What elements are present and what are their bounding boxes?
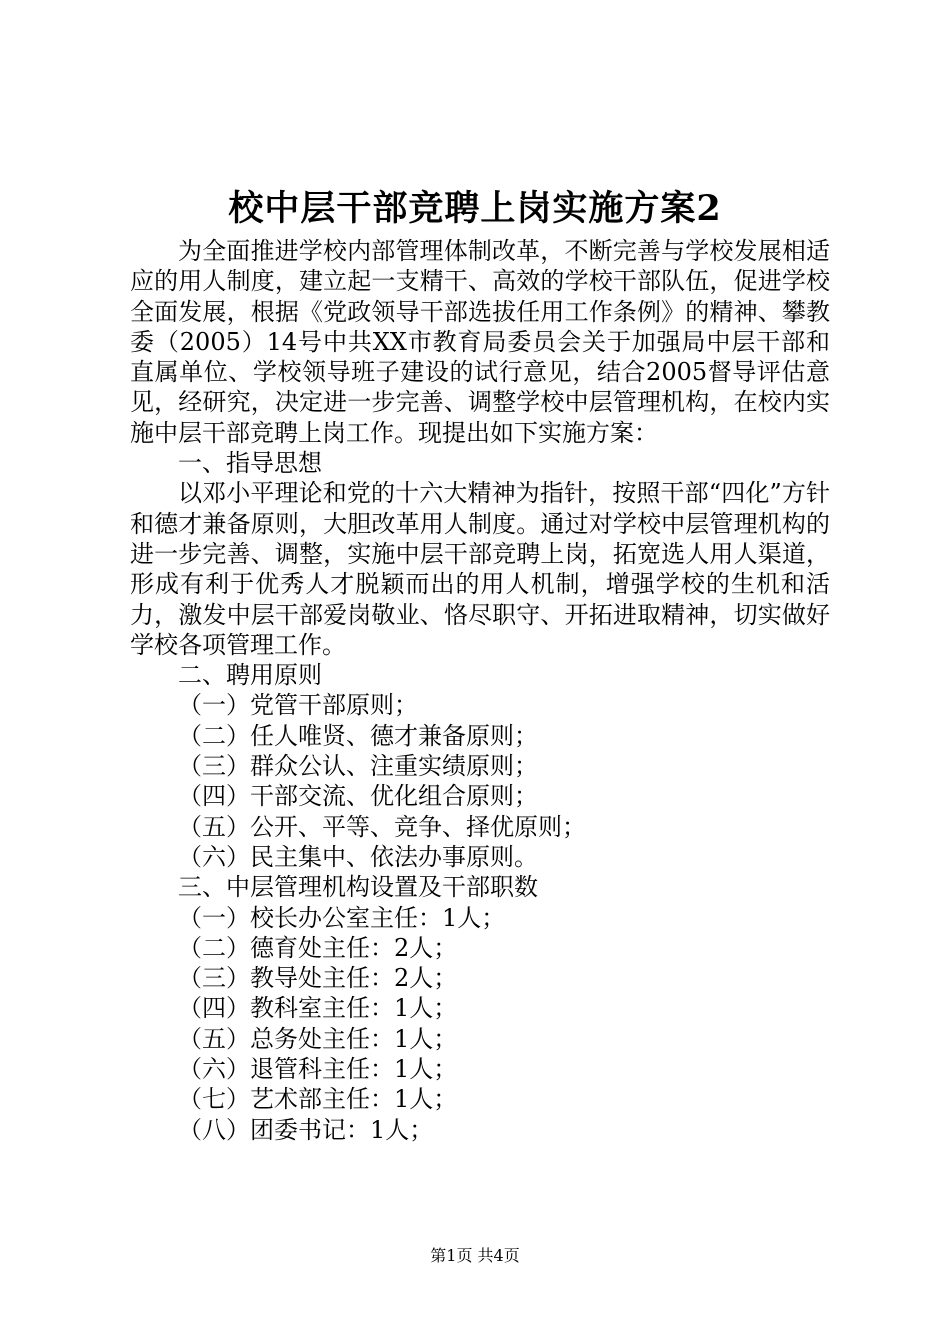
- document-title: 校中层干部竞聘上岗实施方案2: [228, 188, 722, 229]
- list-item: （三）群众公认、注重实绩原则；: [178, 752, 538, 781]
- list-item: （二）任人唯贤、德才兼备原则；: [178, 721, 538, 750]
- section-heading-positions: 三、中层管理机构设置及干部职数: [178, 873, 538, 902]
- positions-list: [130, 903, 830, 1145]
- list-item: （五）公开、平等、竞争、择优原则；: [178, 812, 586, 841]
- list-item: （四）干部交流、优化组合原则；: [178, 782, 538, 811]
- page-footer: 第1页 共4页: [430, 1246, 520, 1265]
- list-item: （一）党管干部原则；: [178, 691, 418, 720]
- list-item: （二）德育处主任：2人；: [178, 933, 458, 962]
- section-heading-guiding-ideology: 一、指导思想: [178, 449, 322, 478]
- section-heading-principles: 二、聘用原则: [178, 661, 322, 690]
- list-item: （七）艺术部主任：1人；: [178, 1085, 458, 1114]
- guiding-ideology-paragraph: 以邓小平理论和党的十六大精神为指针，按照干部“四化”方针和德才兼备原则，大胆改革用人制度。通过对学校中层管理机构的进一步完善、调整，实施中层干部竞聘上岗，拓宽选人用人渠道，形成有利于优秀人才脱颖而出的用人机制，增强学校的生机和活力，激发中层干部爱岗敬业、恪尽职守、开拓进取精神，切实做好学校各项管理工作。: [130, 479, 830, 659]
- list-item: （五）总务处主任：1人；: [178, 1024, 458, 1053]
- list-item: （六）民主集中、依法办事原则。: [178, 842, 538, 871]
- list-item: （三）教导处主任：2人；: [178, 964, 458, 993]
- list-item: （六）退管科主任：1人；: [178, 1055, 458, 1084]
- principles-list: [130, 690, 830, 872]
- list-item: （八）团委书记：1人；: [178, 1115, 434, 1144]
- document-body: [130, 236, 830, 1145]
- list-item: （一）校长办公室主任：1人；: [178, 903, 506, 932]
- list-item: （四）教科室主任：1人；: [178, 994, 458, 1023]
- intro-paragraph: 为全面推进学校内部管理体制改革，不断完善与学校发展相适应的用人制度，建立起一支精干、高效的学校干部队伍，促进学校全面发展，根据《党政领导干部选拔任用工作条例》的精神、攀教委（2005）14号中共XX市教育局委员会关于加强局中层干部和直属单位、学校领导班子建设的试行意见，结合2005督导评估意见，经研究，决定进一步完善、调整学校中层管理机构，在校内实施中层干部竞聘上岗工作。现提出如下实施方案：: [130, 237, 830, 447]
